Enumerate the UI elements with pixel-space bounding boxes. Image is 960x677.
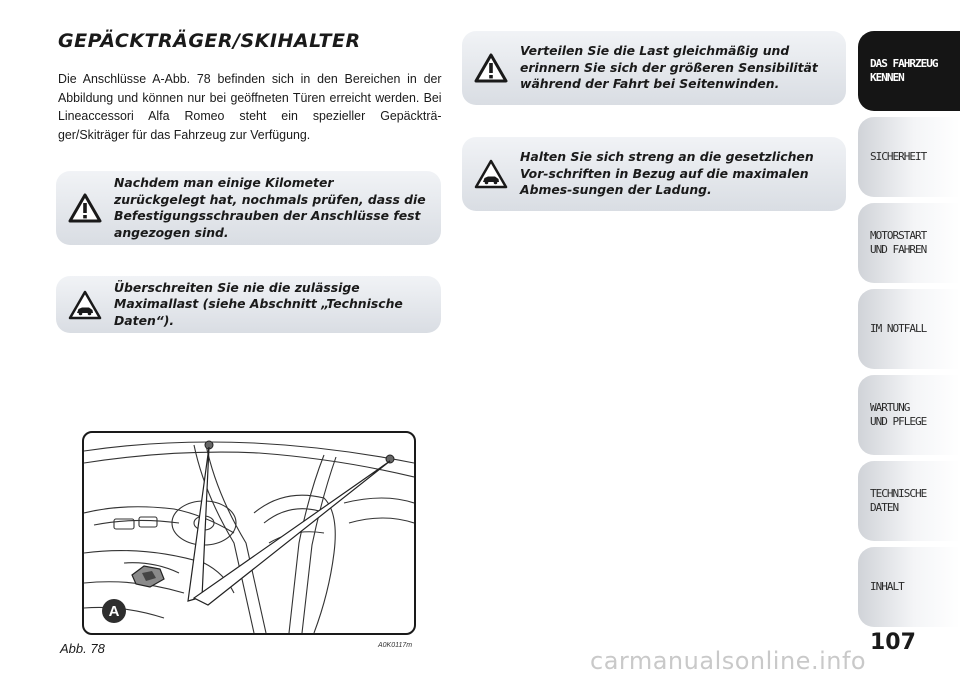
tab-technische-daten[interactable]	[858, 461, 960, 541]
car-interior-illustration	[84, 433, 414, 633]
tab-im-notfall[interactable]	[858, 289, 960, 369]
tab-label: WARTUNG UND PFLEGE	[870, 401, 927, 428]
warning-triangle-car-icon	[474, 159, 508, 189]
figure-code: A0K0117m	[378, 642, 413, 649]
tab-label: DAS FAHRZEUG KENNEN	[870, 57, 938, 84]
intro-text: Die Anschlüsse A-Abb. 78 befinden sich in den Bereichen in der Abbildung und können nur bei geöffneten Türen erreicht werden. Bei Lineaccessori Alfa Romeo steht ein spezieller Gepäckträ-ger/Skiträger für das Fahrzeug zur Verfügung.	[58, 71, 442, 142]
warning-text: Überschreiten Sie nie die zulässige Maximallast (siehe Abschnitt „Technische Daten“).	[114, 279, 403, 328]
warning-box-max-load	[56, 276, 441, 333]
page-number: 107	[870, 630, 916, 655]
warning-box-legal-dimensions	[462, 137, 846, 211]
warning-triangle-car-icon	[68, 290, 102, 320]
tab-inhalt[interactable]	[858, 547, 960, 627]
tab-label: TECHNISCHE DATEN	[870, 487, 927, 514]
tab-label: INHALT	[870, 580, 904, 593]
warning-triangle-exclamation-icon	[474, 53, 508, 83]
tab-wartung-und-pflege[interactable]	[858, 375, 960, 455]
warning-text: Nachdem man einige Kilometer zurückgelegt hat, nochmals prüfen, dass die Befestigungsschrauben der Anschlüsse fest angezogen sind.	[114, 175, 426, 240]
warning-text: Halten Sie sich streng an die gesetzlichen Vor-schriften in Bezug auf die maximalen Abmes-sungen der Ladung.	[520, 149, 814, 198]
warning-triangle-exclamation-icon	[68, 193, 102, 223]
page-title: GEPÄCKTRÄGER/SKIHALTER	[58, 30, 361, 52]
figure-caption: Abb. 78	[60, 641, 105, 656]
chapter-tabs	[858, 31, 960, 633]
tab-label: IM NOTFALL	[870, 322, 927, 335]
tab-label: SICHERHEIT	[870, 150, 927, 163]
tab-label: MOTORSTART UND FAHREN	[870, 229, 927, 256]
tab-das-fahrzeug-kennen[interactable]	[858, 31, 960, 111]
warning-box-load-distribution	[462, 31, 846, 105]
tab-motorstart-und-fahren[interactable]	[858, 203, 960, 283]
warning-box-bolts	[56, 171, 441, 245]
watermark: carmanualsonline.info	[590, 647, 867, 675]
tab-sicherheit[interactable]	[858, 117, 960, 197]
figure-roof-rack-mounts	[82, 431, 416, 635]
warning-text: Verteilen Sie die Last gleichmäßig und erinnern Sie sich der größeren Sensibilität während der Fahrt bei Seitenwinden.	[520, 43, 818, 92]
intro-paragraph	[58, 70, 442, 144]
callout-label-a: A	[108, 603, 120, 620]
